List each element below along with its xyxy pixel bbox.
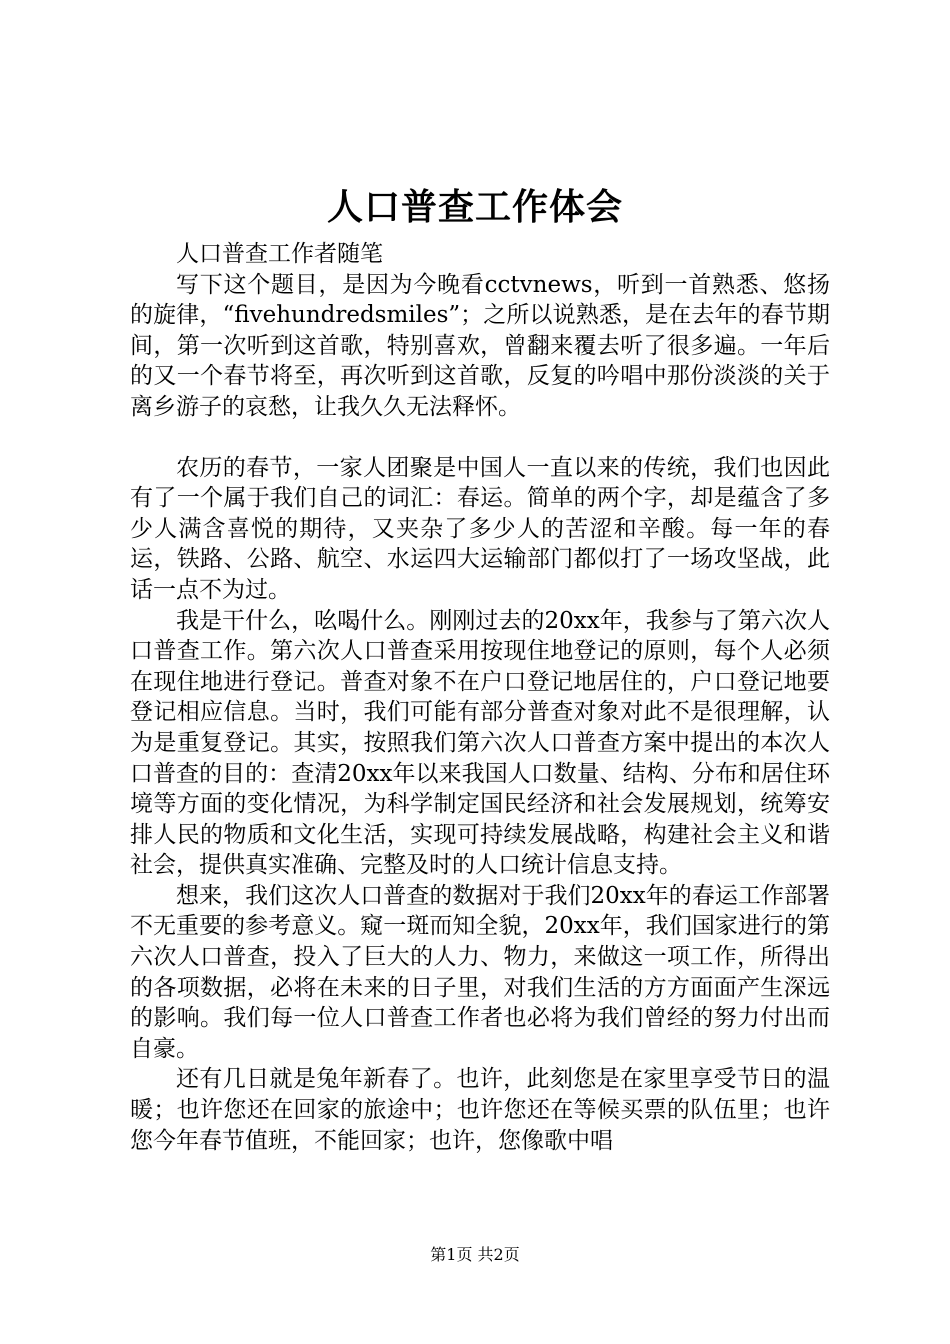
document-title: 人口普查工作体会 bbox=[326, 186, 623, 228]
paragraph-subtitle: 人口普查工作者随笔 bbox=[176, 241, 383, 267]
paragraph-5: 还有几日就是兔年新春了。也许，此刻您是在家里享受节日的温暖；也许您还在回家的旅途中；也许您还在等候买票的队伍里；也许您今年春节值班，不能回家；也许，您像歌中唱 bbox=[130, 1066, 830, 1154]
page-footer: 第1页 共2页 bbox=[430, 1245, 520, 1264]
document-body bbox=[130, 239, 830, 1156]
paragraph-3: 我是干什么，吆喝什么。刚刚过去的20xx年，我参与了第六次人口普查工作。第六次人口普查采用按现住地登记的原则，每个人必须在现住地进行登记。普查对象不在户口登记地居住的，户口登记地要登记相应信息。当时，我们可能有部分普查对象对此不是很理解，认为是重复登记。其实，按照我们第六次人口普查方案中提出的本次人口普查的目的：查清20xx年以来我国人口数量、结构、分布和居住环境等方面的变化情况，为科学制定国民经济和社会发展规划，统筹安排人民的物质和文化生活，实现可持续发展战略，构建社会主义和谐社会，提供真实准确、完整及时的人口统计信息支持。 bbox=[130, 607, 830, 879]
paragraph-4: 想来，我们这次人口普查的数据对于我们20xx年的春运工作部署不无重要的参考意义。窥一斑而知全貌，20xx年，我们国家进行的第六次人口普查，投入了巨大的人力、物力，来做这一项工作，所得出的各项数据，必将在未来的日子里，对我们生活的方方面面产生深远的影响。我们每一位人口普查工作者也必将为我们曾经的努力付出而自豪。 bbox=[130, 882, 830, 1062]
paragraph-1: 写下这个题目，是因为今晚看cctvnews，听到一首熟悉、悠扬的旋律，“fivehundredsmiles”；之所以说熟悉，是在去年的春节期间，第一次听到这首歌，特别喜欢，曾翻来覆去听了很多遍。一年后的又一个春节将至，再次听到这首歌，反复的吟唱中那份淡淡的关于离乡游子的哀愁，让我久久无法释怀。 bbox=[130, 271, 830, 420]
paragraph-2: 农历的春节，一家人团聚是中国人一直以来的传统，我们也因此有了一个属于我们自己的词汇：春运。简单的两个字，却是蕴含了多少人满含喜悦的期待，又夹杂了多少人的苦涩和辛酸。每一年的春运，铁路、公路、航空、水运四大运输部门都似打了一场攻坚战，此话一点不为过。 bbox=[130, 454, 830, 603]
